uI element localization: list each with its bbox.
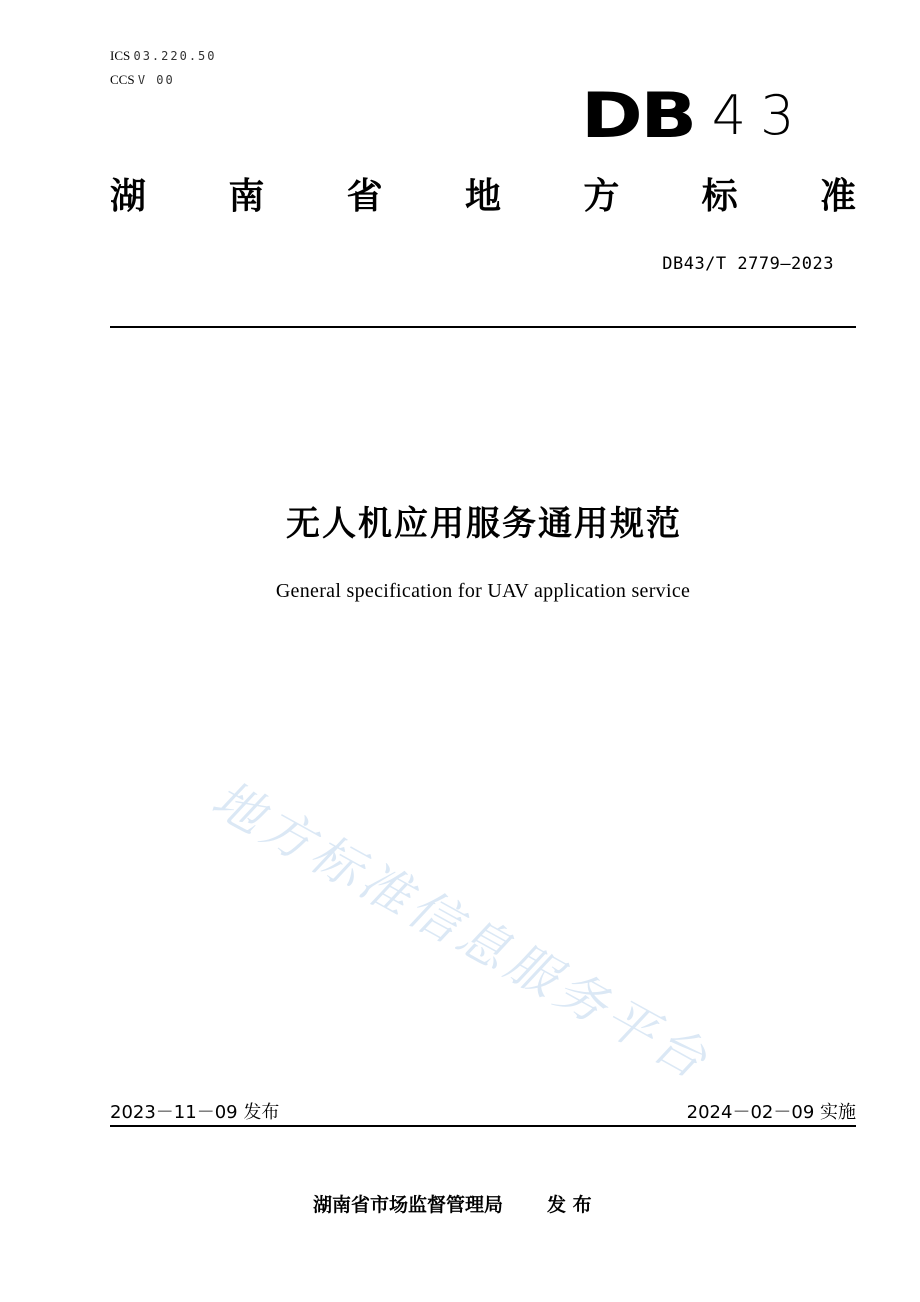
release-date: 2023－11－09 发布 bbox=[110, 1102, 280, 1123]
ics-label: ICS bbox=[110, 48, 131, 63]
ccs-code bbox=[110, 68, 217, 92]
db-province-number: 43 bbox=[711, 84, 809, 147]
document-title-en: General specification for UAV application service bbox=[275, 580, 691, 602]
ccs-label: CCS bbox=[110, 72, 135, 87]
issuer-action: 发 布 bbox=[547, 1194, 592, 1216]
standard-type-char: 省 bbox=[346, 176, 383, 217]
standard-type-char: 方 bbox=[583, 176, 620, 217]
classification-codes bbox=[110, 44, 217, 92]
standard-type-char: 地 bbox=[464, 176, 501, 217]
watermark: 地方标准信息服务平台 bbox=[202, 769, 721, 1092]
db-letters: DB bbox=[581, 79, 695, 152]
db-logo bbox=[581, 79, 809, 152]
implementation-date: 2024－02－09 实施 bbox=[686, 1102, 856, 1123]
standard-type-char: 标 bbox=[701, 176, 738, 217]
top-divider bbox=[110, 326, 856, 328]
issuer bbox=[313, 1190, 592, 1217]
standard-number: DB43/T 2779—2023 bbox=[662, 254, 834, 274]
ics-code bbox=[110, 44, 217, 68]
issuer-name: 湖南省市场监督管理局 bbox=[313, 1194, 504, 1216]
standard-type-char: 湖 bbox=[110, 176, 147, 217]
standard-type-char: 南 bbox=[228, 176, 265, 217]
ics-value: 03.220.50 bbox=[133, 49, 217, 63]
bottom-divider bbox=[110, 1125, 856, 1127]
standard-type-char: 准 bbox=[819, 176, 856, 217]
document-title-cn: 无人机应用服务通用规范 bbox=[286, 504, 682, 544]
standard-type-heading bbox=[110, 172, 856, 222]
ccs-value: V 00 bbox=[137, 73, 175, 87]
